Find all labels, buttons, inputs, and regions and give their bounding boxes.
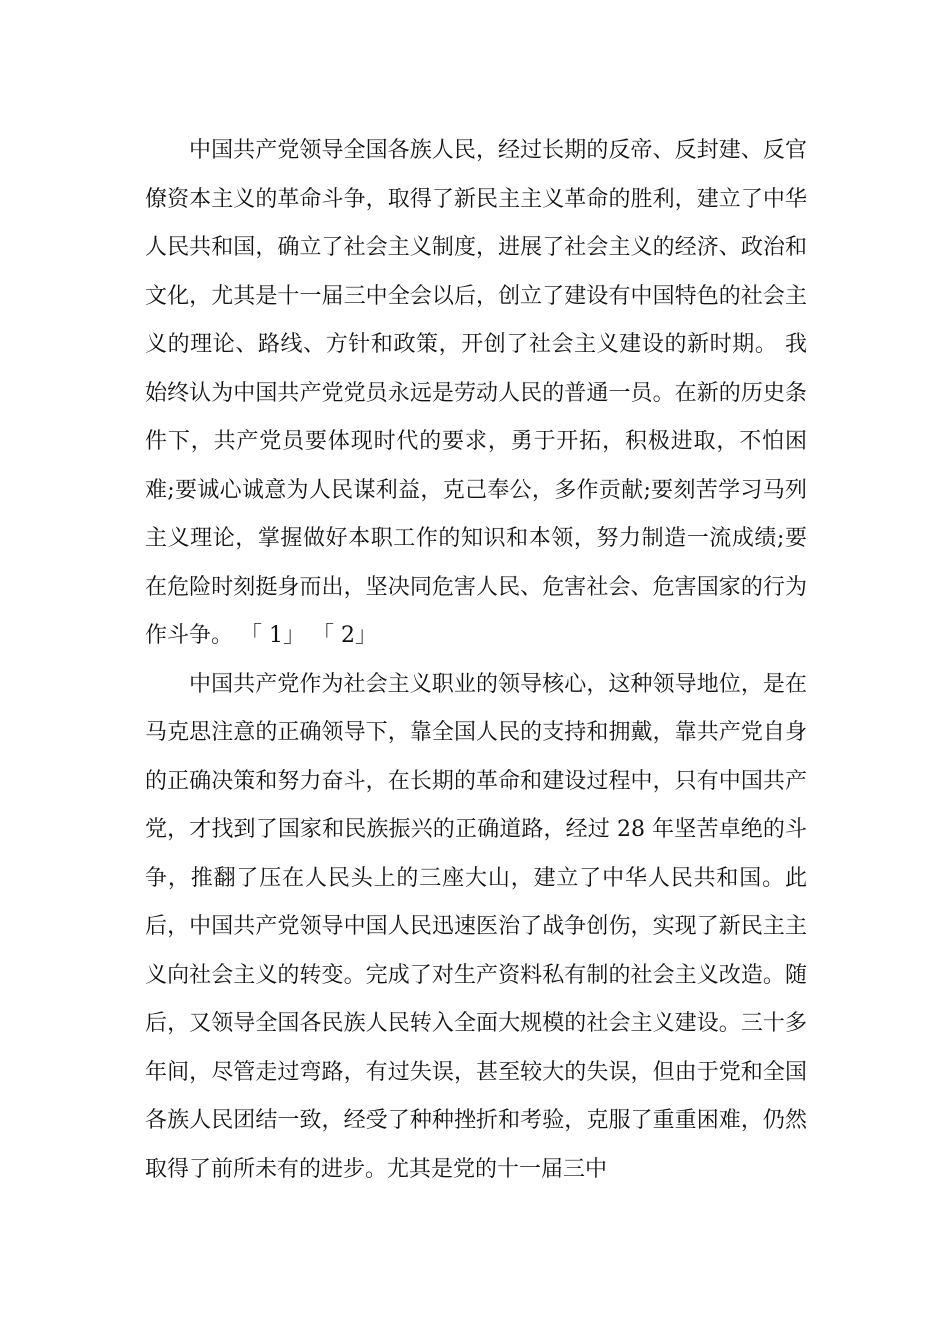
- paragraph-2: 中国共产党作为社会主义职业的领导核心，这种领导地位，是在马克思注意的正确领导下，靠全国人民的支持和拥戴，靠共产党自身的正确决策和努力奋斗，在长期的革命和建设过程中，只有中国共产党，才找到了国家和民族振兴的正确道路，经过 28 年坚苦卓绝的斗争，推翻了压在人民头上的三座大山，建立了中华人民共和国。此后，中国共产党领导中国人民迅速医治了战争创伤，实现了新民主主义向社会主义的转变。完成了对生产资料私有制的社会主义改造。随后，又领导全国各民族人民转入全面大规模的社会主义建设。三十多年间，尽管走过弯路，有过失误，甚至较大的失误，但由于党和全国各族人民团结一致，经受了种种挫折和考验，克服了重重困难，仍然取得了前所未有的进步。尤其是党的十一届三中: [145, 671, 807, 1182]
- paragraph-1: 中国共产党领导全国各族人民，经过长期的反帝、反封建、反官僚资本主义的革命斗争，取得了新民主主义革命的胜利，建立了中华人民共和国，确立了社会主义制度，进展了社会主义的经济、政治和文化，尤其是十一届三中全会以后，创立了建设有中国特色的社会主义的理论、路线、方针和政策，开创了社会主义建设的新时期。 我始终认为中国共产党党员永远是劳动人民的普通一员。在新的历史条件下，共产党员要体现时代的要求，勇于开拓，积极进取，不怕困难;要诚心诚意为人民谋利益，克己奉公，多作贡献;要刻苦学习马列主义理论，掌握做好本职工作的知识和本领，努力制造一流成绩;要在危险时刻挺身而出，坚决同危害人民、危害社会、危害国家的行为作斗争。 「 1」 「 2」: [145, 138, 807, 648]
- document-body: [145, 127, 807, 1194]
